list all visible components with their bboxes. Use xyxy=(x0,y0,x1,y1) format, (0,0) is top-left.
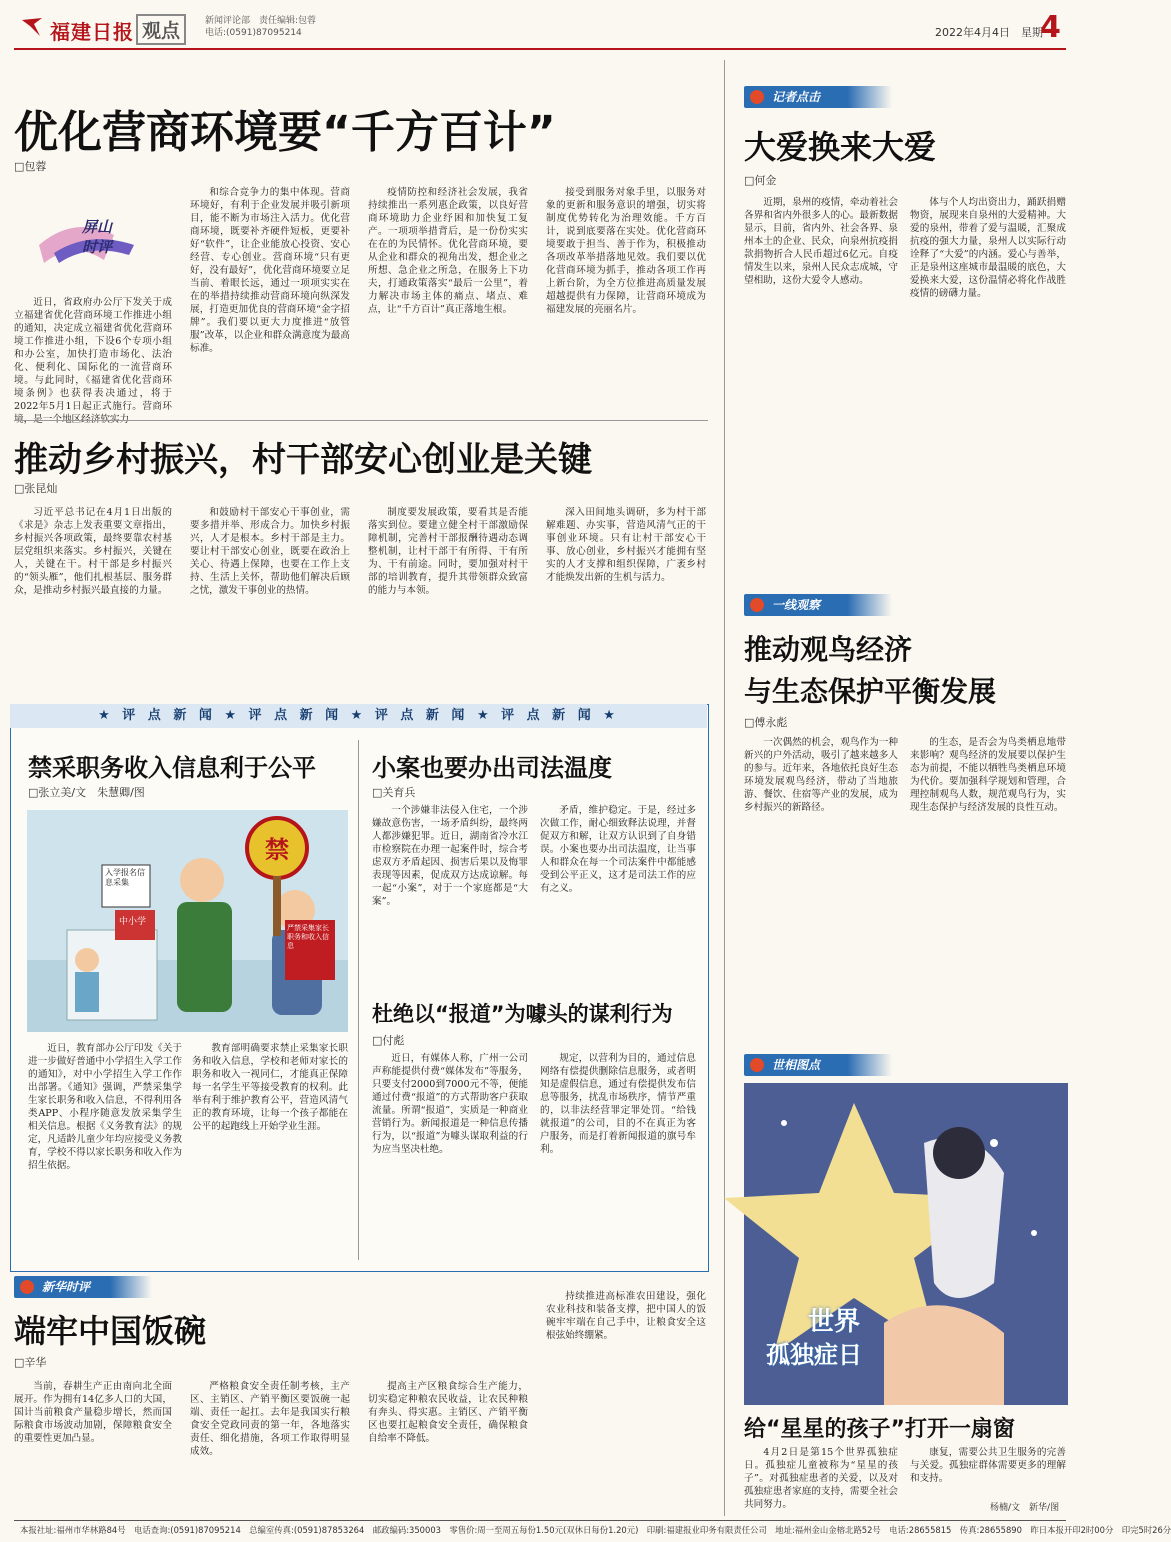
section-tag: 观点 xyxy=(136,14,186,45)
right1-byline: □何金 xyxy=(744,174,777,187)
article3-col3: 提高主产区粮食综合生产能力，切实稳定种粮农民收益，让农民种粮有奔头、得实惠。主销区、产销平衡区也要扛起粮食安全责任，确保粮食自给率不降低。 xyxy=(368,1381,528,1444)
image-credit: 杨楠/文 新华/图 xyxy=(990,1503,1060,1513)
right2-col1: 一次偶然的机会，观鸟作为一种新兴的户外活动，吸引了越来越多人的参与。近年来，各地依托良好生态环境发展观鸟经济，带动了当地旅游、餐饮、住宿等产业的发展，成为乡村振兴的新路径。 xyxy=(744,737,898,813)
cartoon-illustration xyxy=(27,810,348,1032)
review2-title: 小案也要办出司法温度 xyxy=(372,754,612,782)
reporter-click-tag: 记者点击 xyxy=(744,86,892,108)
art-text-line2: 孤独症日 xyxy=(766,1341,862,1369)
article2-byline: □张昆灿 xyxy=(14,482,58,495)
review2-col2: 矛盾，维护稳定。于是，经过多次做工作，耐心细致释法说理，并督促双方和解，让双方认识到了自身错误。小案也要办出司法温度，让当事人和群众在每一个司法案件中都能感受到公平正义，这才是司法工作的应有之义。 xyxy=(540,805,696,894)
issue-date: 2022年4月4日 星期一 xyxy=(935,26,1054,39)
masthead-rule xyxy=(14,48,1066,50)
column-logo-text: 屏山时评 xyxy=(82,218,113,256)
article2-col1: 习近平总书记在4月1日出版的《求是》杂志上发表重要文章指出，乡村振兴各项政策，最终要靠农村基层党组织来落实。乡村振兴，关键在人，关键在干。村干部是乡村振兴的“领头雁”，他们扎根基层、服务群众，是推动乡村振兴最直接的力量。 xyxy=(14,507,172,596)
article1-col4: 接受到服务对象手里，以服务对象的更新和服务意识的增强，切实将制度优势转化为治理效能。千方百计，说到底要落在实处。优化营商环境要敢于担当、善于作为，积极推动各项改革举措落地见效。我们要以优化营商环境为抓手，推动各项工作再上新台阶，为全方位推进高质量发展超越提供有力保障，让营商环境成为福建发展的亮丽名片。 xyxy=(546,187,706,315)
footer-rule xyxy=(14,1520,1066,1521)
editor-info xyxy=(205,15,316,39)
frontline-tag: 一线观察 xyxy=(744,594,892,616)
article1-byline: □包蓉 xyxy=(14,160,47,173)
review3-col2: 规定，以营利为目的，通过信息网络有偿提供删除信息服务，或者明知是虚假信息，通过有偿提供发布信息等服务，扰乱市场秩序，情节严重的，以非法经营罪定罪处罚。“给钱就报道”的公司，目的不在真正为客户服务，而是打着新闻报道的旗号牟利。 xyxy=(540,1053,696,1155)
newspaper-logo: 福建日报 xyxy=(50,20,134,44)
review1-illustration xyxy=(27,810,348,1032)
right1-col1: 近期，泉州的疫情，牵动着社会各界和省内外很多人的心。最新数据显示，目前，省内外、社会各界、泉州本土的企业、民众，向泉州抗疫捐款捐物折合人民币超过6亿元。自疫情发生以来，泉州人民众志成城，守望相助，这份大爱令人感动。 xyxy=(744,197,898,286)
column-logo xyxy=(34,205,154,275)
footer-info: 本报社址:福州市华林路84号 电话查询:(0591)87095214 总编室传真:(0591)87853264 邮政编码:350003 零售价:周一至周五每份1.50元(双休日每份1.20元) 印刷:福建报业印务有限责任公司 地址:福州金山金榕北路52号 电话:28655815 传真:28655890 昨日本报开印2时00分 印完5时26分 xyxy=(20,1525,1171,1535)
art-text-line1: 世界 xyxy=(808,1307,861,1337)
article3-col1: 当前，春耕生产正由南向北全面展开。作为拥有14亿多人口的大国，国计当前粮食产量稳步增长，然而国际粮食市场波动加剧，保障粮食安全的重要性更加凸显。 xyxy=(14,1381,172,1444)
news-review-banner: ★ 评 点 新 闻 ★ 评 点 新 闻 ★ 评 点 新 闻 ★ 评 点 新 闻 ★ xyxy=(10,704,707,728)
article1-col2: 和综合竞争力的集中体现。营商环境好，有利于企业发展并吸引新项目，能不断为市场注入活力。优化营商环境，既要补齐硬件短板，更要补好“软件”，让企业能放心投资、安心经营、专心创业。营商环境“只有更好，没有最好”，优化营商环境要立足当前、着眼长远，通过一项项实实在在的举措持续推动营商环境向纵深发展，打造更加优良的营商环境“金字招牌”。我们要以更大力度推进“放管服”改革，以企业和群众满意度为最高标准。 xyxy=(190,187,350,354)
page-number: 4 xyxy=(1040,10,1061,45)
article1-title: 优化营商环境要“千方百计” xyxy=(14,107,556,158)
editor-line: 新闻评论部 责任编辑:包蓉 xyxy=(205,16,317,26)
article3-title: 端牢中国饭碗 xyxy=(14,1312,207,1350)
ban-sign: 禁 xyxy=(265,836,289,864)
review3-col1: 近日，有媒体人称，广州一公司声称能提供付费“媒体发布”等服务，只要支付2000到7000元不等，便能通过付费“报道”的方式帮助客户获取流量。所谓“报道”，实质是一种商业营销行为。新闻报道是一种信息传播行为，以“报道”为噱头谋取利益的行为应当坚决杜绝。 xyxy=(372,1053,528,1155)
right1-col2: 体与个人均出资出力，踊跃捐赠物资，展现来自泉州的大爱精神。大爱的泉州，带着了爱与温暖，汇聚成抗疫的强大力量，泉州人以实际行动诠释了“大爱”的内涵。爱心与善举，正是泉州这座城市最温暖的底色，大爱换来大爱，这份温情必将化作战胜疫情的磅礴力量。 xyxy=(910,197,1066,299)
xinhua-tag: 新华时评 xyxy=(14,1276,152,1298)
article3-col2: 严格粮食安全责任制考核，主产区、主销区、产销平衡区要饭碗一起端、责任一起扛。去年是我国实行粮食安全党政同责的第一年，各地落实责任、细化措施，各项工作取得明显成效。 xyxy=(190,1381,350,1457)
autism-day-illustration xyxy=(744,1083,1068,1405)
right1-title: 大爱换来大爱 xyxy=(744,128,937,166)
form-sign: 入学报名信息采集 xyxy=(105,868,145,887)
school-sign: 中小学 xyxy=(119,917,147,927)
right3-title: 给“星星的孩子”打开一扇窗 xyxy=(744,1417,1015,1442)
article2-col4: 深入田间地头调研，多为村干部解难题、办实事，营造风清气正的干事创业环境。只有让村干部安心干事、放心创业，乡村振兴才能拥有坚实的人才支撑和组织保障，广袤乡村才能焕发出新的生机与活力。 xyxy=(546,507,706,583)
masthead xyxy=(0,0,1080,52)
review1-byline: □张立美/文 朱慧卿/图 xyxy=(28,786,145,799)
article1-col1: 近日，省政府办公厅下发关于成立福建省优化营商环境工作推进小组的通知，决定成立福建省优化营商环境工作推进小组，下设6个专项小组和办公室，加快打造市场化、法治化、便利化、国际化的一流营商环境。与此同时，《福建省优化营商环境条例》也获得表决通过，将于2022年5月1日起正式施行。营商环 xyxy=(14,297,172,412)
review2-byline: □关育兵 xyxy=(372,786,416,799)
review1-title: 禁采职务收入信息利于公平 xyxy=(28,754,316,782)
article1-col3: 疫情防控和经济社会发展，我省持续推出一系列惠企政策，以良好营商环境助力企业纾困和加快复工复产。一项项举措背后，是一份份实实在在的为民情怀。优化营商环境，要从企业和群众的视角出发，想企业之所想、急企业之所急，在服务上下功夫，打通政策落实“最后一公里”，着力解决市场主体的痛点、堵点、难点，让“千方百计”真正落地生根。 xyxy=(368,187,528,315)
world-view-tag: 世相图点 xyxy=(744,1054,892,1076)
right2-col2: 的生态，是否会为鸟类栖息地带来影响？观鸟经济的发展要以保护生态为前提，不能以牺牲鸟类栖息环境为代价。要加强科学规划和管理，合理控制观鸟人数，规范观鸟行为，实现生态保护与经济发展的良性互动。 xyxy=(910,737,1066,813)
right-column-divider xyxy=(724,60,725,1516)
review2-col1: 一个涉嫌非法侵入住宅，一个涉嫌故意伤害，一场矛盾纠纷，最终两人都涉嫌犯罪。近日，湖南省冷水江市检察院在办理一起案件时，综合考虑双方矛盾起因、损害后果以及悔罪表现等因素，促成双方达成谅解。每一起“小案”，对于一个家庭都是“大案”。 xyxy=(372,805,528,907)
right2-title-line2: 与生态保护平衡发展 xyxy=(744,675,997,708)
newspaper-logo-icon xyxy=(20,14,46,40)
article2-col2: 和鼓励村干部安心干事创业，需要多措并举、形成合力。加快乡村振兴，人才是根本。乡村干部是主力。要让村干部安心创业，既要在政治上关心、待遇上保障，也要在工作上支持、生活上关怀，帮助他们解决后顾之忧，激发干事创业的热情。 xyxy=(190,507,350,596)
right3-col1: 4月2日是第15个世界孤独症日。孤独症儿童被称为“星星的孩子”。对孤独症患者的关爱，以及对孤独症患者家庭的支持，需要全社会共同努力。 xyxy=(744,1447,898,1510)
article3-col4: 持续推进高标准农田建设，强化农业科技和装备支撑，把中国人的饭碗牢牢端在自己手中，让粮食安全这根弦始终绷紧。 xyxy=(546,1291,706,1341)
article2-col3: 制度要发展政策，要看其是否能落实到位。要建立健全村干部激励保障机制，完善村干部报酬待遇动态调整机制，让村干部干有所得、干有所为、干有前途。同时，要加强对村干部的培训教育，提升其带领群众致富的能力与本领。 xyxy=(368,507,528,596)
article3-byline: □辛华 xyxy=(14,1356,47,1369)
ban-banner: 严禁采集家长职务和收入信息 xyxy=(287,924,329,950)
review3-title: 杜绝以“报道”为噱头的谋利行为 xyxy=(372,1002,673,1026)
review-divider xyxy=(358,740,359,1260)
review1-col2: 教育部明确要求禁止采集家长职务和收入信息，学校和老师对家长的职务和收入一视同仁，才能真正保障每一名学生平等接受教育的权利。此举有利于维护教育公平，营造风清气正的教育环境，让每一个孩子都能在公平的起跑线上开始学业生涯。 xyxy=(192,1043,348,1132)
review3-byline: □付彪 xyxy=(372,1034,405,1047)
right2-title-line1: 推动观鸟经济 xyxy=(744,633,913,666)
right3-col2: 康复，需要公共卫生服务的完善与关爱。孤独症群体需要更多的理解和支持。 xyxy=(910,1447,1066,1484)
article2-title: 推动乡村振兴，村干部安心创业是关键 xyxy=(14,440,592,480)
divider xyxy=(14,420,708,421)
right2-byline: □傅永彪 xyxy=(744,716,788,729)
phone-line: 电话:(0591)87095214 xyxy=(205,28,302,38)
review1-col1: 近日，教育部办公厅印发《关于进一步做好普通中小学招生入学工作的通知》，对中小学招生入学工作作出部署。《通知》强调，严禁采集学生家长职务和收入信息，不得利用各类APP、小程序随意发放采集学生相关信息。根据《义务教育法》的规定，凡适龄儿童少年均应接受义务教育，学校不得以家长职务和收入作为招生依据。 xyxy=(28,1043,182,1171)
